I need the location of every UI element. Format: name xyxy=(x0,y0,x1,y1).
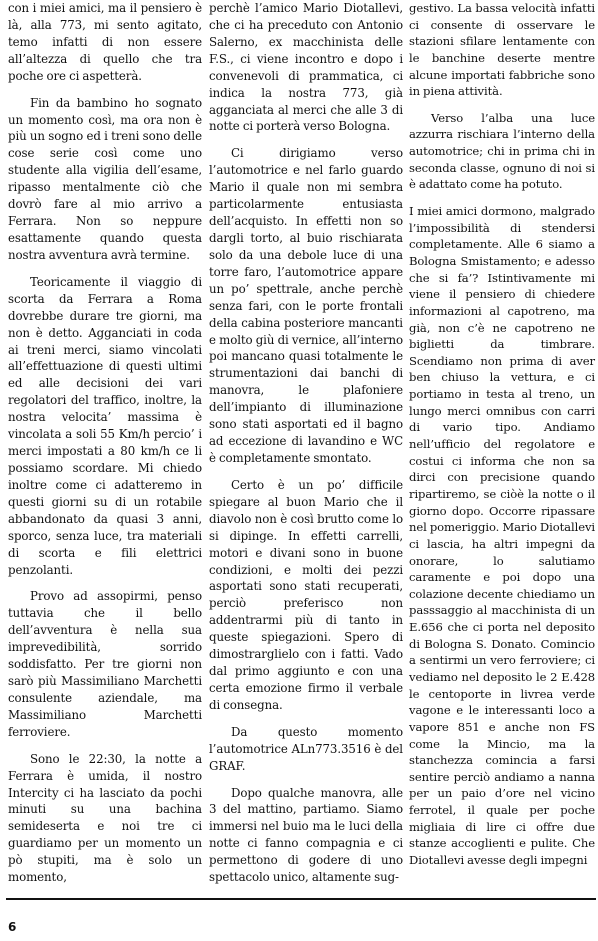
page-number: 6 xyxy=(8,920,17,934)
paragraph: Provo ad assopirmi, penso tuttavia che il bello dell’avventura è nella sua imprevedibilità, sorrido soddisfatto. Per tre giorni non sarò più Massimiliano Marchetti consulente aziendale, ma Massimiliano Marchetti ferroviere. xyxy=(8,589,202,739)
footer-rule xyxy=(6,898,596,900)
paragraph: Certo è un po’ difficile spiegare al buon Mario che il diavolo non è così brutto come lo si dipinge. In effetti carrelli, motori e divani sono in buone condizioni, e molti dei pezzi asportati sono stati recuperati, perciò preferisco non addentrarmi più di tanto in queste spiegazioni. Spero di dimostrarglielo con i fatti. Vado dal primo aggiunto e con una certa emozione firmo il verbale di consegna. xyxy=(209,477,403,712)
paragraph: Da questo momento l’automotrice ALn773.3516 è del GRAF. xyxy=(209,724,403,773)
paragraph: perchè l’amico Mario Diotallevi, che ci ha preceduto con Antonio Salerno, ex macchinista delle F.S., ci viene incontro e dopo i convenevoli di prammatica, ci indica la nostra 773, già agganciata al merci che alle 3 di notte ci porterà verso Bologna. xyxy=(209,1,403,134)
paragraph: Sono le 22:30, la notte a Ferrara è umida, il nostro Intercity ci ha lasciato da pochi minuti su una bachina semideserta e noi tre ci guardiamo per un momento un pò stupiti, ma è solo un momento, xyxy=(8,751,202,885)
paragraph: Ci dirigiamo verso l’automotrice e nel farlo guardo Mario il quale non mi sembra particolarmente entusiasta dell’acquisto. In effetti non so dargli torto, al buio rischiarata solo da una debole luce di una torre faro, l’automotrice appare un po’ spettrale, anche perchè senza fari, con le porte frontali della cabina posteriore mancanti e molto giù di vernice, all’interno poi mancano quasi totalmente le strumentazioni dai banchi di manovra, le plafoniere dell’impianto di illuminazione sono stati asportati ed il bagno ad eccezione di lavandino e WC è completamente smontato. xyxy=(209,146,403,465)
text-column-1 xyxy=(8,0,202,886)
paragraph: I miei amici dormono, malgrado l’impossibilità di stendersi completamente. Alle 6 siamo a Bologna Smistamento; e adesso che si fa’? Istintivamente mi viene il pensiero di chiedere informazioni al capotreno, ma già, non c’è ne capotreno ne biglietti da timbrare. Scendiamo non prima di aver ben chiuso la vettura, e ci portiamo in testa al treno, un lungo merci omnibus con carri di vario tipo. Andiamo nell’ufficio del regolatore e costui ci informa che non sa dirci con precisione quando ripartiremo, se ciòè la notte o il giorno dopo. Occorre ripassare nel pomeriggio. Mario Diotallevi ci lascia, ha altri impegni da onorare, lo salutiamo caramente e poi dopo una colazione decente chiediamo un passsaggio al macchinista di un E.656 che ci porta nel deposito di Bologna S. Donato. Comincio a sentirmi un vero ferroviere; ci vediamo nel deposito le 2 E.428 le centoporte in livrea verde vagone e le interessanti loco a vapore 851 e anche non FS come la Mincio, ma la stanchezza comincia a farsi sentire perciò andiamo a nanna per un paio d’ore nel vicino ferrotel, il quale per poche migliaia di lire ci offre due stanze accoglienti e pulite. Che Diotallevi avesse degli impegni xyxy=(409,204,596,868)
paragraph: Teoricamente il viaggio di scorta da Ferrara a Roma dovrebbe durare tre giorni, ma non è detto. Agganciati in coda ai treni merci, siamo vincolati all’effettuazione di questi ultimi ed alle decisioni dei vari regolatori del traffico, inoltre, la nostra velocita’ massima è vincolata a soli 55 Km/h percio’ i merci impostati a 80 km/h ce li possiamo scordare. Mi chiedo inoltre come ci adatteremo in questi giorni su di un rotabile abbandonato da quasi 3 anni, sporco, senza luce, tra materiali di scorta e fili elettrici penzolanti. xyxy=(8,274,202,577)
paragraph: Verso l’alba una luce azzurra rischiara l’interno della automotrice; chi in prima chi in seconda classe, ognuno di noi si è adattato come ha potuto. xyxy=(409,110,595,192)
paragraph: Fin da bambino ho sognato un momento così, ma ora non è più un sogno ed i treni sono delle cose serie così come uno studente alla vigilia dell’esame, ripasso mentalmente ciò che dovrò fare al mio arrivo a Ferrara. Non so neppure esattamente quando questa nostra avventura avrà termine. xyxy=(8,95,202,262)
paragraph: gestivo. La bassa velocità infatti ci consente di osservare le stazioni sfilare lentamente con le banchine deserte mentre alcune importati fabbriche sono in piena attività. xyxy=(409,1,595,99)
text-column-3 xyxy=(409,0,595,869)
paragraph: Dopo qualche manovra, alle 3 del mattino, partiamo. Siamo immersi nel buio ma le luci della notte ci fanno compagnia e ci permettono di godere di uno spettacolo unico, altamente sug- xyxy=(209,785,403,885)
paragraph: con i miei amici, ma il pensiero è là, alla 773, mi sento agitato, temo infatti di non essere all’altezza di quello che tra poche ore ci aspetterà. xyxy=(8,1,202,83)
text-column-2 xyxy=(209,0,403,886)
